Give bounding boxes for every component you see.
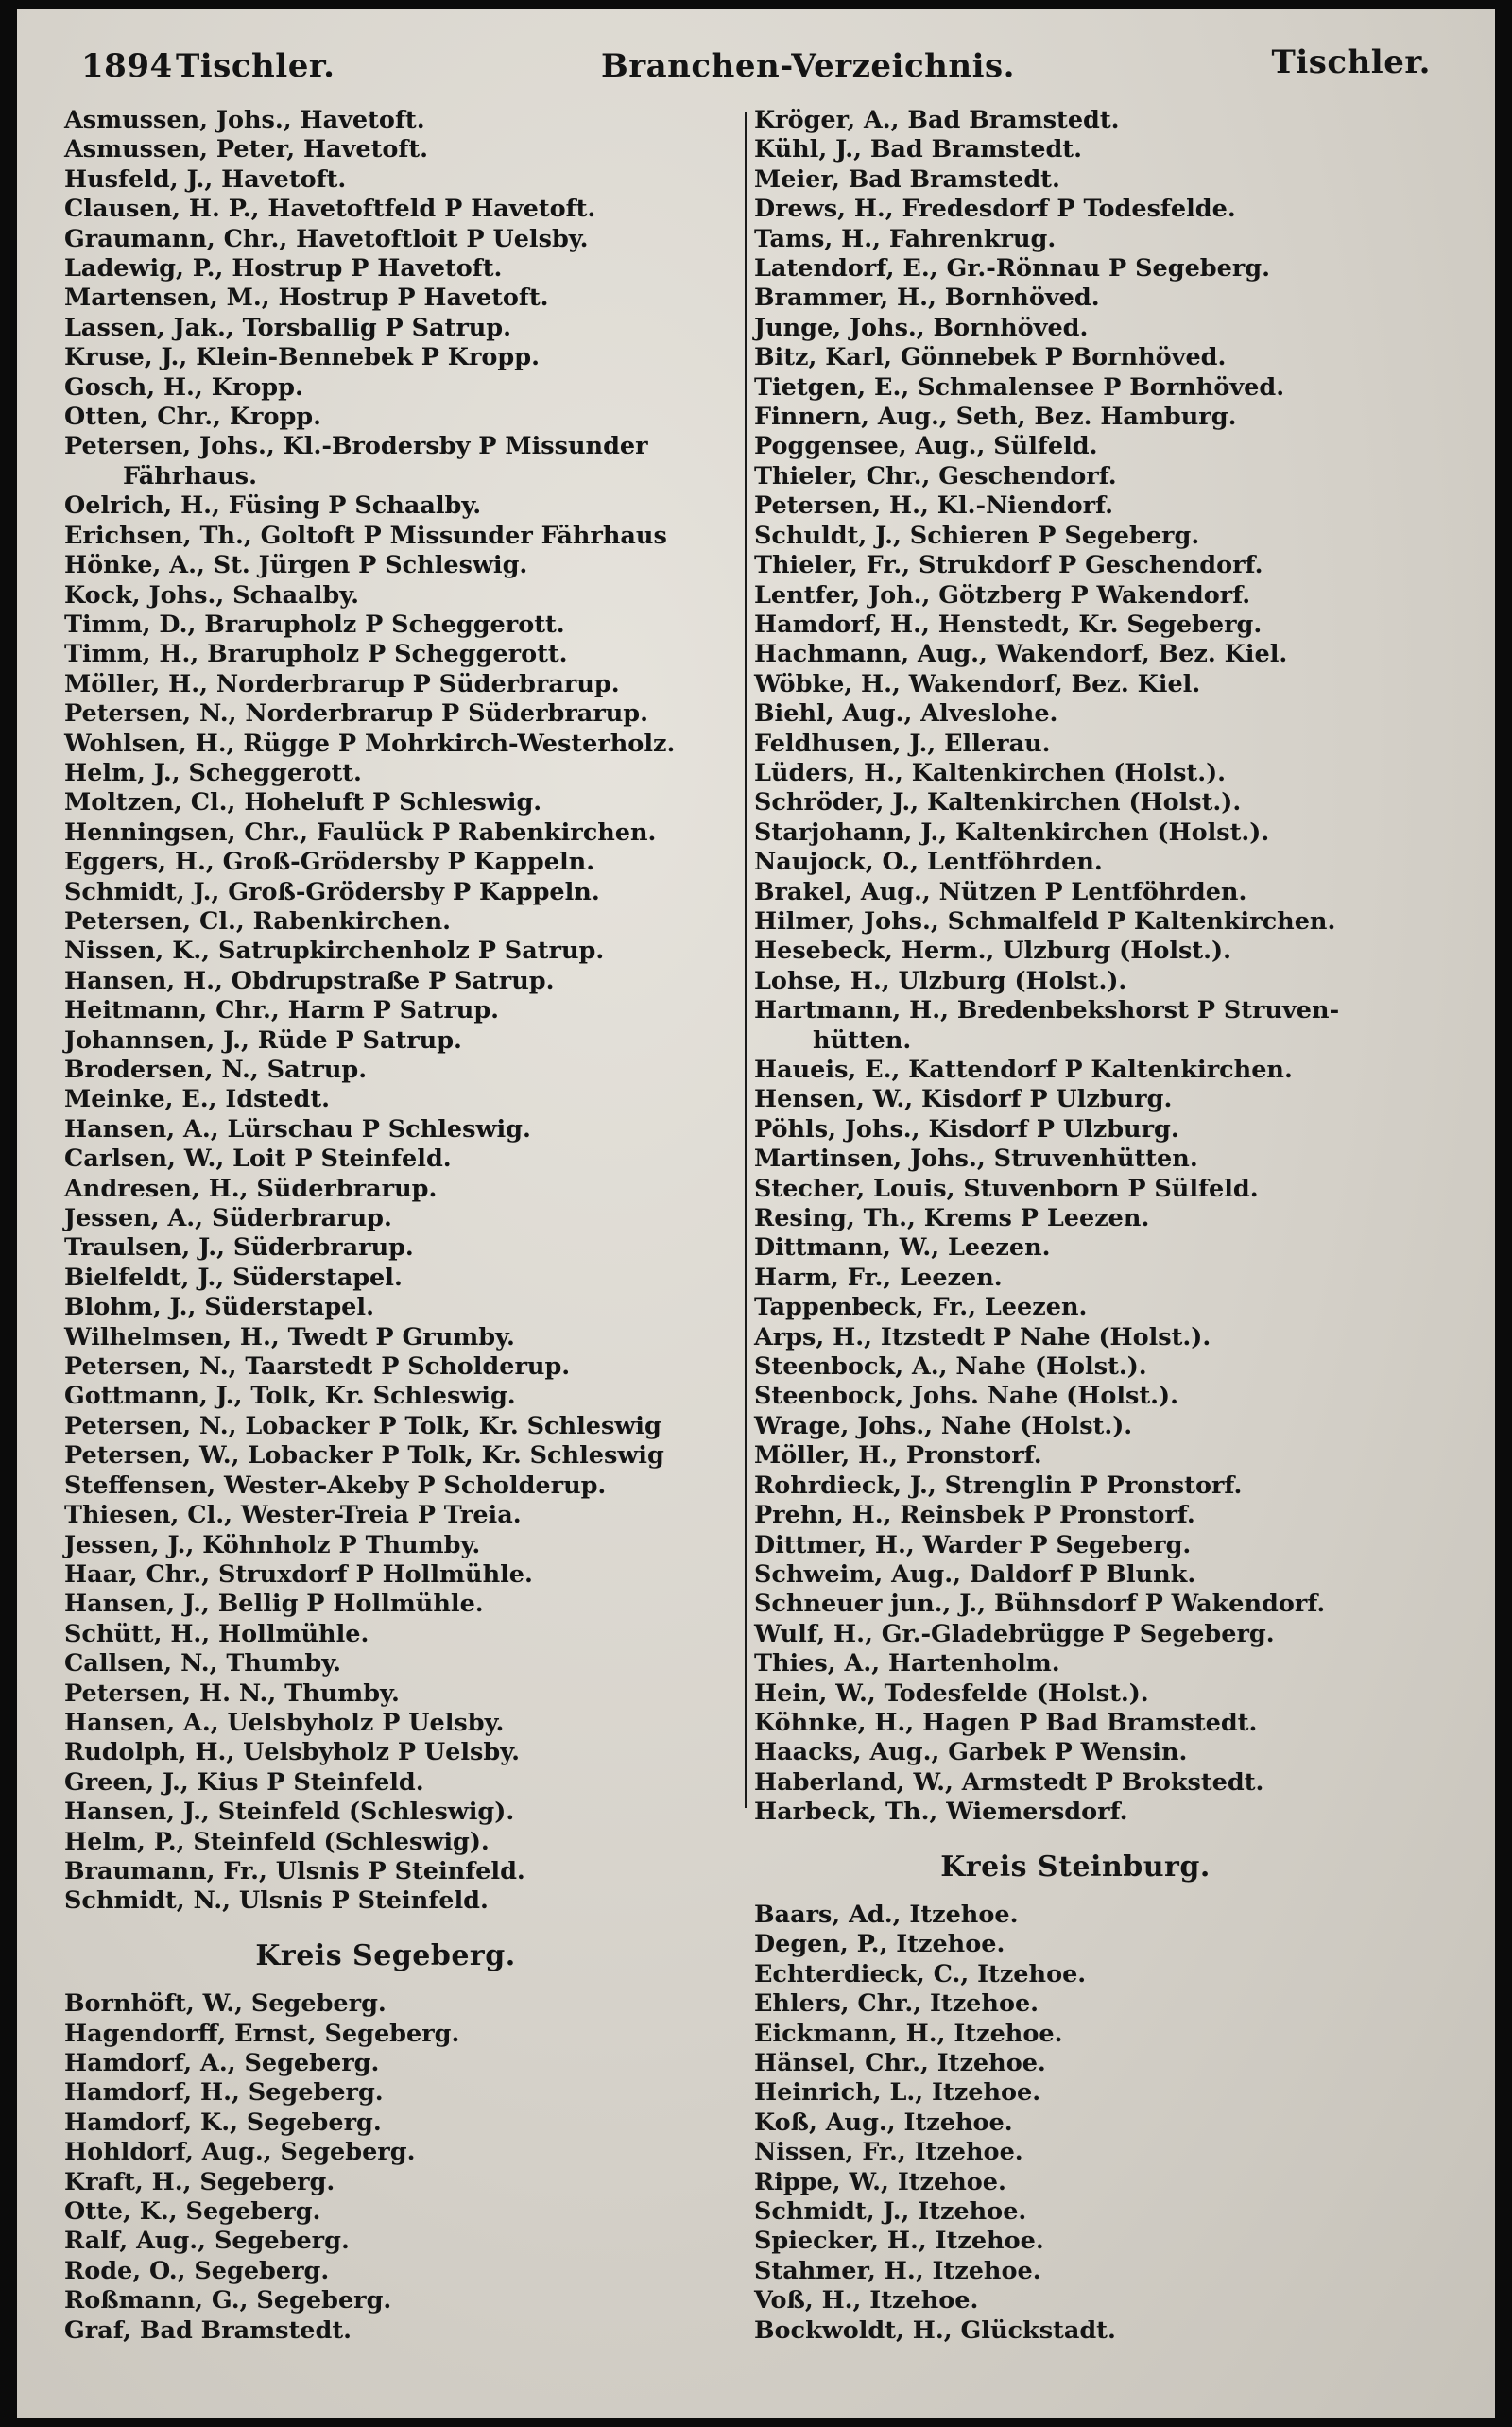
directory-entry: Johannsen, J., Rüde P Satrup.	[64, 1025, 462, 1055]
directory-entry: Latendorf, E., Gr.-Rönnau P Segeberg.	[754, 254, 1270, 284]
directory-entry: Graumann, Chr., Havetoftloit P Uelsby.	[64, 224, 589, 253]
directory-entry: Biehl, Aug., Alveslohe.	[754, 699, 1058, 729]
directory-entry: Tams, H., Fahrenkrug.	[754, 224, 1057, 253]
center-running-title: Branchen-Verzeichnis.	[601, 47, 1016, 85]
directory-entry: Eggers, H., Groß-Grödersby P Kappeln.	[64, 848, 595, 877]
directory-entry: Thies, A., Hartenholm.	[754, 1649, 1060, 1678]
directory-entry: Hagendorff, Ernst, Segeberg.	[64, 2019, 460, 2048]
directory-entry: Hamdorf, H., Henstedt, Kr. Segeberg.	[754, 610, 1263, 639]
directory-entry: Kröger, A., Bad Bramstedt.	[754, 106, 1120, 134]
directory-entry: Hein, W., Todesfelde (Holst.).	[754, 1678, 1149, 1708]
directory-entry: Erichsen, Th., Goltoft P Missunder Fährhaus	[64, 521, 667, 550]
directory-entry: Husfeld, J., Havetoft.	[64, 164, 347, 194]
directory-entry: Ralf, Aug., Segeberg.	[64, 2227, 350, 2256]
directory-entry: Helm, J., Scheggerott.	[64, 758, 362, 787]
directory-entry: Wulf, H., Gr.-Gladebrügge P Segeberg.	[754, 1619, 1275, 1648]
directory-entry: Bornhöft, W., Segeberg.	[64, 1989, 387, 2019]
directory-entry: hütten.	[813, 1025, 912, 1055]
directory-entry: Echterdieck, C., Itzehoe.	[754, 1959, 1087, 1988]
directory-entry: Finnern, Aug., Seth, Bez. Hamburg.	[754, 403, 1237, 432]
directory-entry: Rudolph, H., Uelsbyholz P Uelsby.	[64, 1738, 521, 1767]
directory-entry: Meinke, E., Idstedt.	[64, 1085, 330, 1114]
directory-entry: Petersen, N., Taarstedt P Scholderup.	[64, 1352, 571, 1382]
directory-entry: Kraft, H., Segeberg.	[64, 2167, 335, 2196]
directory-entry: Hohldorf, Aug., Segeberg.	[64, 2138, 416, 2167]
directory-entry: Petersen, N., Lobacker P Tolk, Kr. Schleswig	[64, 1411, 662, 1440]
directory-entry: Schmidt, N., Ulsnis P Steinfeld.	[64, 1886, 489, 1916]
section-heading: Kreis Segeberg.	[255, 1938, 516, 1972]
directory-entry: Meier, Bad Bramstedt.	[754, 164, 1060, 194]
directory-entry: Haar, Chr., Struxdorf P Hollmühle.	[64, 1559, 533, 1589]
directory-entry: Harm, Fr., Leezen.	[754, 1263, 1003, 1292]
directory-entry: Tietgen, E., Schmalensee P Bornhöved.	[754, 372, 1285, 402]
directory-entry: Schröder, J., Kaltenkirchen (Holst.).	[754, 788, 1242, 818]
directory-entry: Bockwoldt, H., Glückstadt.	[754, 2315, 1116, 2345]
directory-entry: Schneuer jun., J., Bühnsdorf P Wakendorf.	[754, 1590, 1326, 1619]
directory-entry: Degen, P., Itzehoe.	[754, 1930, 1005, 1959]
directory-entry: Lohse, H., Ulzburg (Holst.).	[754, 966, 1127, 995]
directory-entry: Brodersen, N., Satrup.	[64, 1056, 368, 1084]
directory-entry: Thiesen, Cl., Wester-Treia P Treia.	[64, 1501, 522, 1530]
directory-entry: Nissen, K., Satrupkirchenholz P Satrup.	[64, 937, 605, 966]
directory-entry: Lüders, H., Kaltenkirchen (Holst.).	[754, 758, 1227, 787]
directory-entry: Petersen, W., Lobacker P Tolk, Kr. Schleswig	[64, 1441, 664, 1471]
right-running-title: Tischler.	[1271, 43, 1431, 81]
directory-entry: Steenbock, Johs. Nahe (Holst.).	[754, 1382, 1178, 1411]
directory-entry: Fährhaus.	[123, 461, 258, 491]
directory-entry: Gosch, H., Kropp.	[64, 372, 303, 402]
column-divider	[745, 112, 747, 1808]
directory-page	[17, 9, 1495, 2418]
right-column	[754, 106, 1472, 2346]
directory-entry: Petersen, Johs., Kl.-Brodersby P Missunder	[64, 432, 648, 461]
directory-entry: Steenbock, A., Nahe (Holst.).	[754, 1352, 1147, 1382]
directory-entry: Schmidt, J., Groß-Grödersby P Kappeln.	[64, 877, 600, 906]
directory-entry: Carlsen, W., Loit P Steinfeld.	[64, 1145, 452, 1174]
directory-entry: Brakel, Aug., Nützen P Lentföhrden.	[754, 877, 1247, 906]
directory-entry: Harbeck, Th., Wiemersdorf.	[754, 1798, 1128, 1827]
directory-entry: Thieler, Fr., Strukdorf P Geschendorf.	[754, 551, 1263, 580]
directory-entry: Eickmann, H., Itzehoe.	[754, 2019, 1063, 2048]
directory-entry: Möller, H., Norderbrarup P Süderbrarup.	[64, 669, 620, 698]
directory-entry: Timm, D., Brarupholz P Scheggerott.	[64, 610, 565, 639]
directory-entry: Voß, H., Itzehoe.	[754, 2286, 979, 2315]
directory-entry: Bitz, Karl, Gönnebek P Bornhöved.	[754, 343, 1227, 372]
directory-entry: Traulsen, J., Süderbrarup.	[64, 1233, 414, 1263]
directory-entry: Jessen, J., Köhnholz P Thumby.	[64, 1530, 481, 1559]
directory-entry: Hachmann, Aug., Wakendorf, Bez. Kiel.	[754, 640, 1288, 669]
directory-entry: Rippe, W., Itzehoe.	[754, 2167, 1006, 2196]
directory-entry: Andresen, H., Süderbrarup.	[64, 1174, 438, 1203]
directory-entry: Tappenbeck, Fr., Leezen.	[754, 1293, 1088, 1322]
directory-entry: Heitmann, Chr., Harm P Satrup.	[64, 996, 500, 1025]
directory-entry: Ehlers, Chr., Itzehoe.	[754, 1989, 1040, 2019]
directory-entry: Prehn, H., Reinsbek P Pronstorf.	[754, 1501, 1195, 1530]
directory-entry: Blohm, J., Süderstapel.	[64, 1293, 374, 1322]
directory-entry: Poggensee, Aug., Sülfeld.	[754, 432, 1098, 461]
directory-entry: Haacks, Aug., Garbek P Wensin.	[754, 1738, 1188, 1767]
directory-entry: Asmussen, Johs., Havetoft.	[64, 106, 425, 134]
directory-entry: Hansen, A., Lürschau P Schleswig.	[64, 1114, 531, 1144]
directory-entry: Drews, H., Fredesdorf P Todesfelde.	[754, 195, 1236, 224]
directory-entry: Wohlsen, H., Rügge P Mohrkirch-Westerholz.	[64, 729, 676, 758]
directory-entry: Gottmann, J., Tolk, Kr. Schleswig.	[64, 1382, 516, 1411]
directory-entry: Wöbke, H., Wakendorf, Bez. Kiel.	[754, 669, 1201, 698]
directory-entry: Bielfeldt, J., Süderstapel.	[64, 1263, 403, 1292]
directory-entry: Oelrich, H., Füsing P Schaalby.	[64, 491, 482, 521]
directory-entry: Resing, Th., Krems P Leezen.	[754, 1204, 1150, 1233]
directory-entry: Wrage, Johs., Nahe (Holst.).	[754, 1411, 1133, 1440]
directory-entry: Helm, P., Steinfeld (Schleswig).	[64, 1827, 490, 1856]
directory-entry: Möller, H., Pronstorf.	[754, 1441, 1042, 1471]
directory-entry: Hansen, A., Uelsbyholz P Uelsby.	[64, 1708, 505, 1737]
directory-entry: Steffensen, Wester-Akeby P Scholderup.	[64, 1471, 607, 1500]
directory-entry: Schweim, Aug., Daldorf P Blunk.	[754, 1559, 1196, 1589]
directory-entry: Petersen, H. N., Thumby.	[64, 1678, 400, 1708]
directory-entry: Moltzen, Cl., Hoheluft P Schleswig.	[64, 788, 542, 818]
directory-entry: Koß, Aug., Itzehoe.	[754, 2108, 1013, 2137]
directory-entry: Rohrdieck, J., Strenglin P Pronstorf.	[754, 1471, 1243, 1500]
directory-entry: Brammer, H., Bornhöved.	[754, 284, 1100, 313]
directory-entry: Heinrich, L., Itzehoe.	[754, 2078, 1041, 2108]
directory-entry: Wilhelmsen, H., Twedt P Grumby.	[64, 1322, 515, 1351]
directory-entry: Callsen, N., Thumby.	[64, 1649, 342, 1678]
directory-entry: Martinsen, Johs., Struvenhütten.	[754, 1145, 1198, 1174]
directory-entry: Petersen, H., Kl.-Niendorf.	[754, 491, 1114, 521]
directory-entry: Braumann, Fr., Ulsnis P Steinfeld.	[64, 1856, 525, 1885]
directory-entry: Schuldt, J., Schieren P Segeberg.	[754, 521, 1200, 550]
directory-entry: Pöhls, Johs., Kisdorf P Ulzburg.	[754, 1114, 1179, 1144]
directory-entry: Hönke, A., St. Jürgen P Schleswig.	[64, 551, 528, 580]
directory-entry: Ladewig, P., Hostrup P Havetoft.	[64, 254, 503, 284]
directory-entry: Hänsel, Chr., Itzehoe.	[754, 2049, 1046, 2077]
directory-entry: Hansen, J., Steinfeld (Schleswig).	[64, 1798, 515, 1827]
directory-entry: Hansen, H., Obdrupstraße P Satrup.	[64, 966, 555, 995]
directory-entry: Hensen, W., Kisdorf P Ulzburg.	[754, 1085, 1173, 1114]
directory-entry: Timm, H., Brarupholz P Scheggerott.	[64, 640, 568, 669]
directory-entry: Asmussen, Peter, Havetoft.	[64, 135, 429, 164]
directory-entry: Jessen, A., Süderbrarup.	[64, 1204, 392, 1233]
directory-entry: Hamdorf, A., Segeberg.	[64, 2049, 380, 2077]
directory-entry: Henningsen, Chr., Faulück P Rabenkirchen.	[64, 818, 657, 847]
directory-entry: Hartmann, H., Bredenbekshorst P Struven-	[754, 996, 1340, 1025]
directory-entry: Arps, H., Itzstedt P Nahe (Holst.).	[754, 1322, 1211, 1351]
directory-entry: Rode, O., Segeberg.	[64, 2256, 330, 2285]
directory-entry: Otten, Chr., Kropp.	[64, 403, 321, 432]
directory-entry: Dittmer, H., Warder P Segeberg.	[754, 1530, 1192, 1559]
directory-entry: Stahmer, H., Itzehoe.	[754, 2256, 1041, 2285]
directory-entry: Dittmann, W., Leezen.	[754, 1233, 1051, 1263]
directory-entry: Lassen, Jak., Torsballig P Satrup.	[64, 313, 511, 342]
left-column	[64, 106, 745, 2346]
directory-entry: Hansen, J., Bellig P Hollmühle.	[64, 1590, 484, 1619]
directory-entry: Feldhusen, J., Ellerau.	[754, 729, 1051, 758]
directory-entry: Lentfer, Joh., Götzberg P Wakendorf.	[754, 580, 1251, 610]
directory-entry: Nissen, Fr., Itzehoe.	[754, 2138, 1023, 2167]
directory-entry: Kruse, J., Klein-Bennebek P Kropp.	[64, 343, 540, 372]
section-heading: Kreis Steinburg.	[940, 1850, 1211, 1884]
directory-entry: Petersen, N., Norderbrarup P Süderbrarup.	[64, 699, 649, 729]
directory-entry: Hilmer, Johs., Schmalfeld P Kaltenkirchen.	[754, 906, 1336, 936]
directory-entry: Hesebeck, Herm., Ulzburg (Holst.).	[754, 937, 1231, 966]
directory-entry: Green, J., Kius P Steinfeld.	[64, 1767, 424, 1797]
directory-entry: Roßmann, G., Segeberg.	[64, 2286, 392, 2315]
directory-entry: Clausen, H. P., Havetoftfeld P Havetoft.	[64, 195, 596, 224]
left-running-title: Tischler.	[176, 47, 335, 85]
directory-entry: Stecher, Louis, Stuvenborn P Sülfeld.	[754, 1174, 1259, 1203]
directory-entry: Schmidt, J., Itzehoe.	[754, 2197, 1027, 2227]
page-header	[53, 30, 1459, 87]
directory-entry: Graf, Bad Bramstedt.	[64, 2315, 352, 2345]
directory-entry: Starjohann, J., Kaltenkirchen (Holst.).	[754, 818, 1270, 847]
directory-entry: Baars, Ad., Itzehoe.	[754, 1900, 1019, 1929]
directory-entry: Hamdorf, K., Segeberg.	[64, 2108, 382, 2137]
directory-entry: Haberland, W., Armstedt P Brokstedt.	[754, 1767, 1264, 1797]
directory-entry: Junge, Johs., Bornhöved.	[754, 313, 1089, 342]
directory-entry: Schütt, H., Hollmühle.	[64, 1619, 369, 1648]
directory-entry: Haueis, E., Kattendorf P Kaltenkirchen.	[754, 1056, 1293, 1084]
directory-entry: Otte, K., Segeberg.	[64, 2197, 321, 2227]
directory-entry: Kühl, J., Bad Bramstedt.	[754, 135, 1082, 164]
directory-entry: Köhnke, H., Hagen P Bad Bramstedt.	[754, 1708, 1258, 1737]
directory-entry: Thieler, Chr., Geschendorf.	[754, 461, 1117, 491]
directory-entry: Petersen, Cl., Rabenkirchen.	[64, 906, 452, 936]
directory-entry: Hamdorf, H., Segeberg.	[64, 2078, 384, 2108]
directory-entry: Spiecker, H., Itzehoe.	[754, 2227, 1044, 2256]
directory-entry: Naujock, O., Lentföhrden.	[754, 848, 1103, 877]
page-number: 1894	[81, 47, 173, 85]
directory-entry: Kock, Johs., Schaalby.	[64, 580, 359, 610]
directory-entry: Martensen, M., Hostrup P Havetoft.	[64, 284, 549, 313]
